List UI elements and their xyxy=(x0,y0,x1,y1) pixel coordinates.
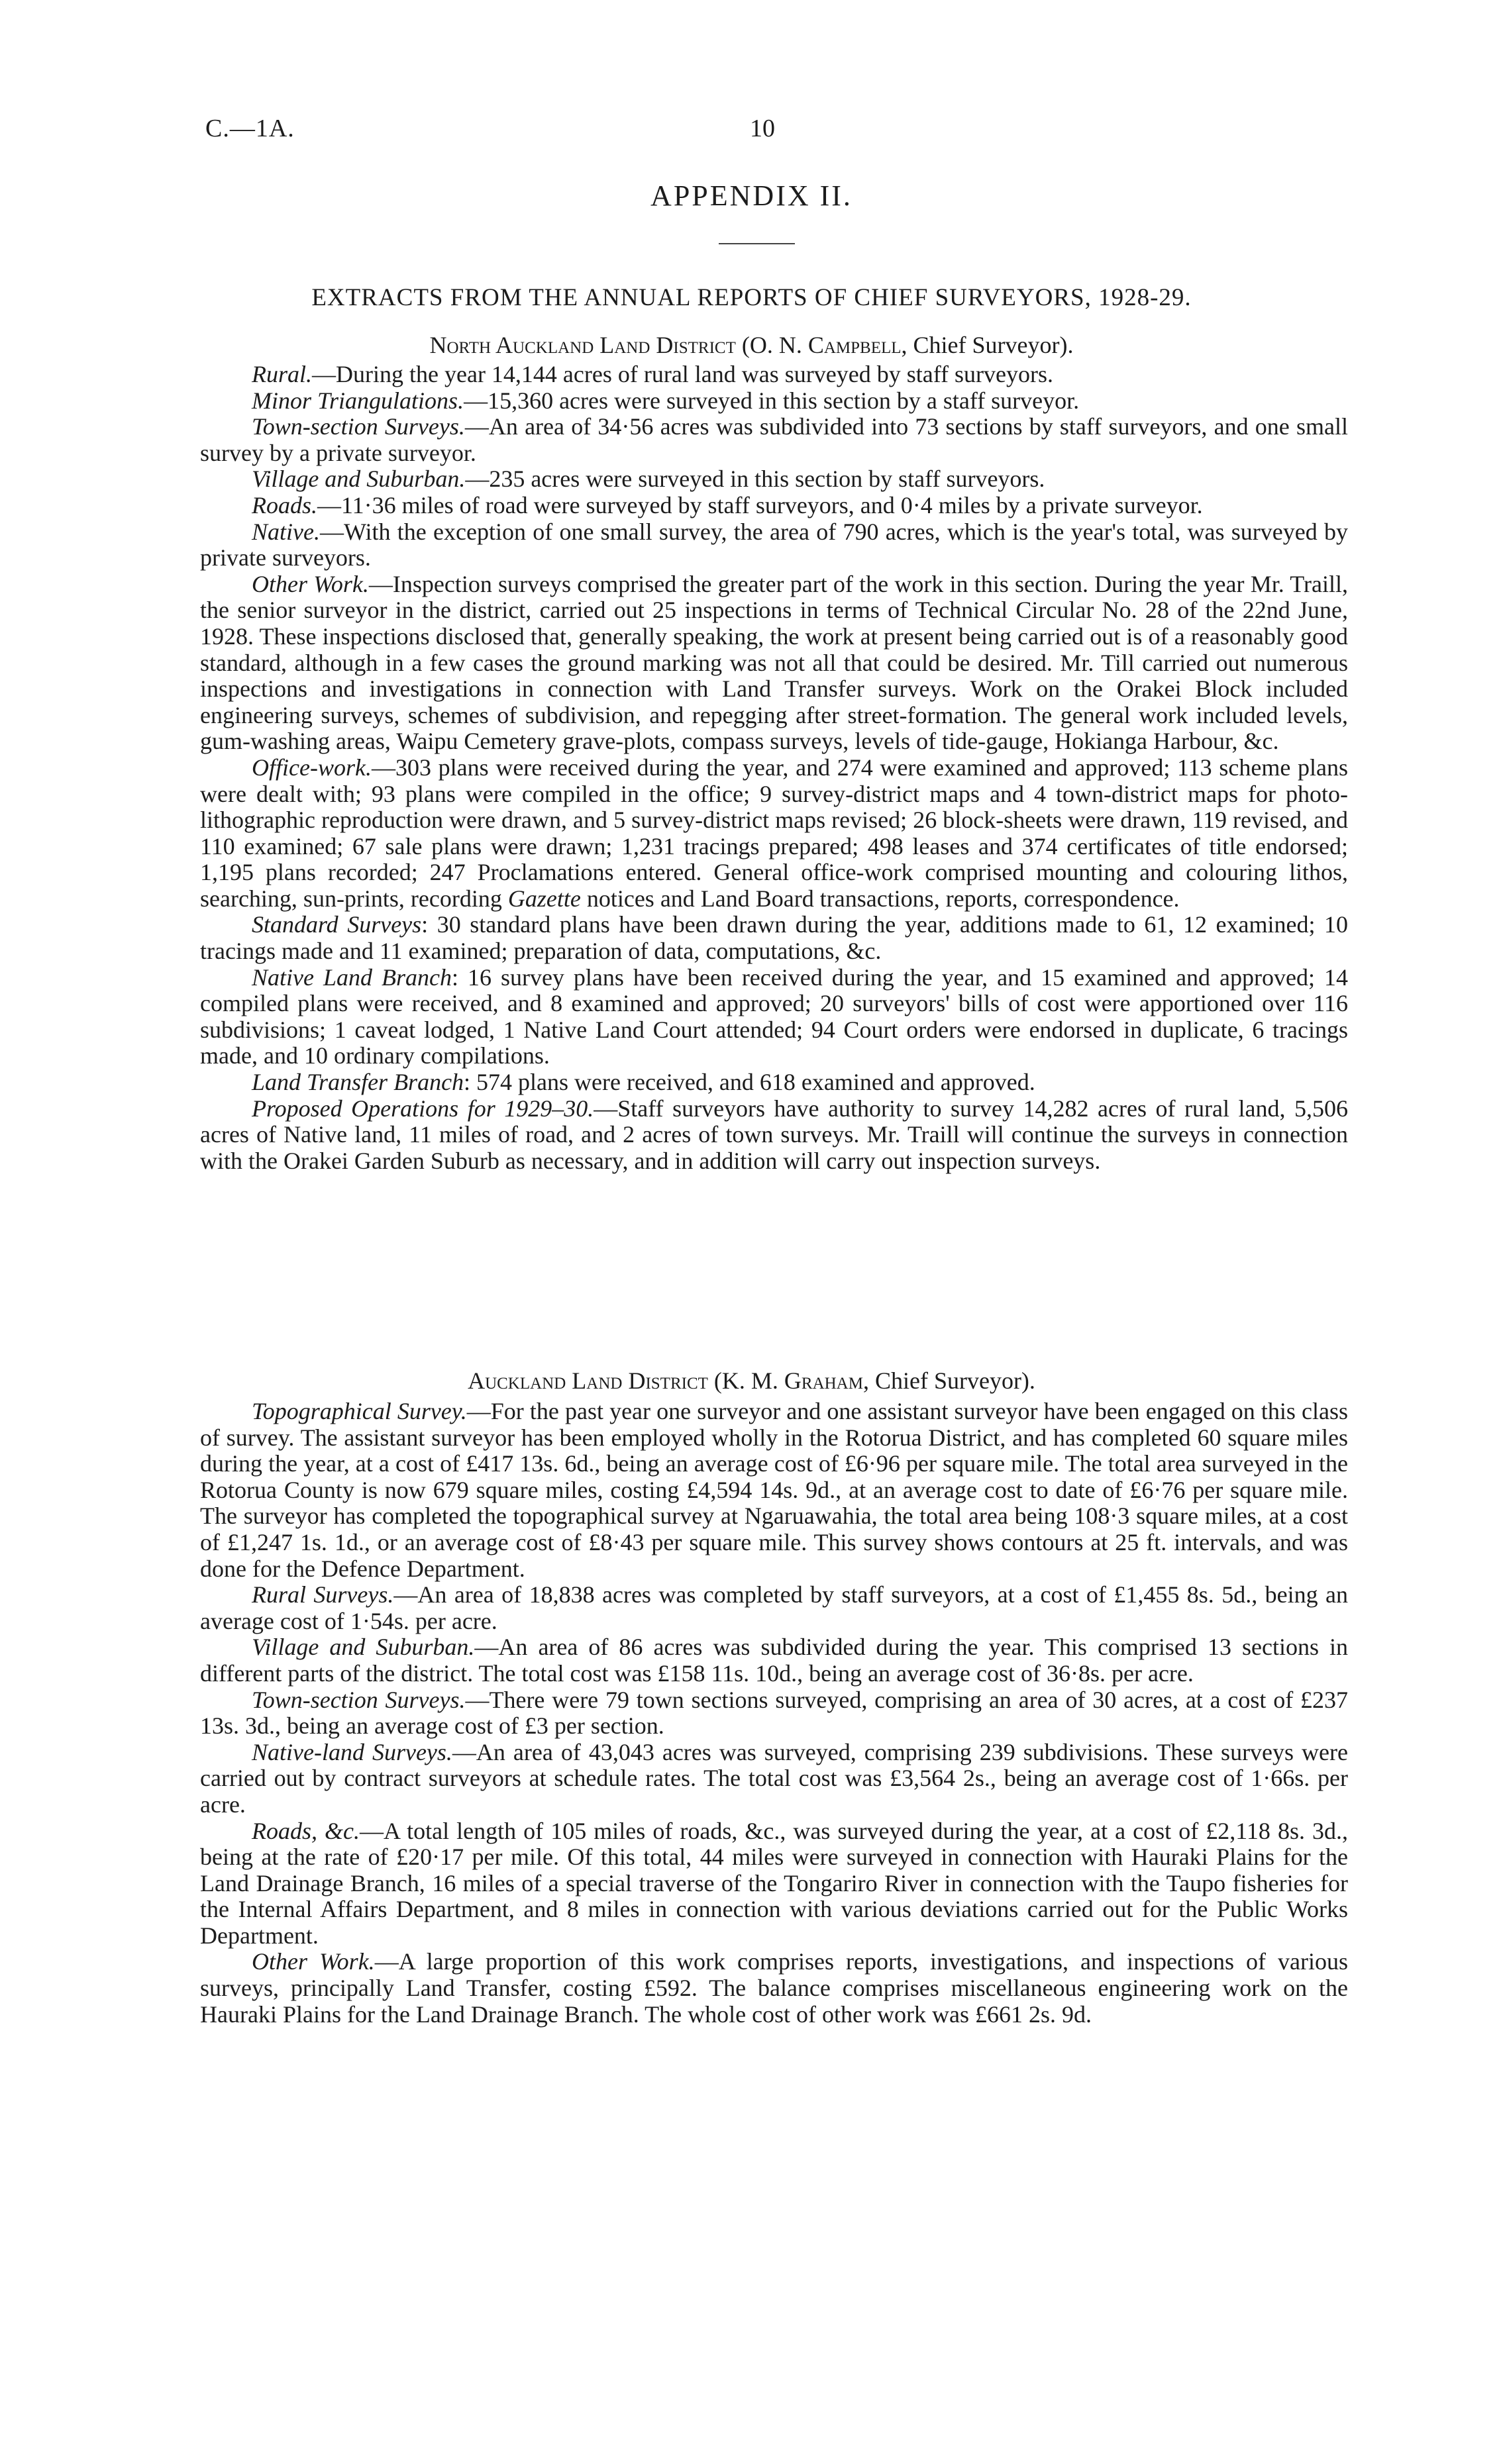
paragraph-text: —11·36 miles of road were surveyed by staff surveyors, and 0·4 miles by a private surveyor. xyxy=(317,491,1203,518)
document-reference: C.—1A. xyxy=(205,115,295,142)
paragraph-label: Roads, &c. xyxy=(252,1817,360,1844)
paragraph xyxy=(200,965,1348,1069)
section-auckland xyxy=(200,1399,1348,2028)
paragraph xyxy=(200,571,1348,755)
paragraph-text: —303 plans were received during the year, and 274 were examined and approved; 113 scheme plans were dealt with; 93 plans were compiled in the office; 9 survey-district maps and 4 town-district maps for photo-lithographic reproduction were drawn, and 5 survey-district maps revised; 26 block-sheets were drawn, 119 revised, and 110 examined; 67 sale plans were drawn; 1,231 tracings prepared; 498 leases and 374 certificates of title endorsed; 1,195 plans recorded; 247 Proclamations entered. General office-work comprised mounting and colouring lithos, searching, sun-prints, recording xyxy=(200,754,1348,912)
paragraph-text: notices and Land Board transactions, reports, correspondence. xyxy=(580,885,1180,912)
paragraph xyxy=(200,755,1348,912)
paragraph-label: Rural Surveys. xyxy=(252,1581,394,1608)
paragraph-label: Town-section Surveys. xyxy=(252,1686,466,1713)
paragraph-text: —There were 79 town sections surveyed, comprising an area of 30 acres, at a cost of £237 13s. 3d., being an average cost of £3 per section. xyxy=(200,1686,1348,1740)
paragraph xyxy=(200,1740,1348,1818)
paragraph xyxy=(200,1634,1348,1687)
paragraph xyxy=(200,1399,1348,1582)
paragraph xyxy=(200,1687,1348,1740)
paragraph xyxy=(200,912,1348,964)
paragraph xyxy=(200,493,1348,519)
section-heading-auckland xyxy=(0,1367,1503,1395)
paragraph-text: —A large proportion of this work comprises reports, investigations, and inspections of various surveys, principally Land Transfer, costing £592. The balance comprises miscellaneous engineering work on the Hauraki Plains for the Land Drainage Branch. The whole cost of other work was £661 2s. 9d. xyxy=(200,1948,1348,2028)
paragraph xyxy=(200,1949,1348,2028)
paragraph-text: —With the exception of one small survey, the area of 790 acres, which is the year's total, was surveyed by private surveyors. xyxy=(200,518,1348,571)
paragraph-text: : 574 plans were received, and 618 examined and approved. xyxy=(464,1069,1035,1096)
paragraph-label: Minor Triangulations. xyxy=(252,387,464,414)
paragraph-label: Village and Suburban. xyxy=(252,1634,475,1661)
paragraph-label: Town-section Surveys. xyxy=(252,413,465,440)
paragraph-label: Office-work. xyxy=(252,754,372,781)
paragraph xyxy=(200,519,1348,571)
paragraph-text: : 16 survey plans have been received during the year, and 15 examined and approved; 14 compiled plans were received, and 8 examined and approved; 20 surveyors' bills of cost were apportioned over 116 subdivisions; 1 caveat lodged, 1 Native Land Court attended; 94 Court orders were endorsed in duplicate, 6 tracings made, and 10 ordinary compilations. xyxy=(200,963,1348,1069)
officer-name: Graham xyxy=(784,1367,863,1394)
paragraph-label: Village and Suburban. xyxy=(252,466,466,493)
district-name: North Auckland Land District xyxy=(429,332,736,358)
title-rule xyxy=(719,243,795,244)
paragraph-text: —Staff surveyors have authority to survey 14,282 acres of rural land, 5,506 acres of Native land, 11 miles of road, and 2 acres of town surveys. Mr. Traill will continue the surveys in connection with the Orakei Garden Suburb as necessary, and in addition will carry out inspection surveys. xyxy=(200,1095,1348,1174)
paragraph-text: —235 acres were surveyed in this section by staff surveyors. xyxy=(465,466,1045,493)
officer-open: (K. M. xyxy=(707,1367,784,1394)
officer-name: Campbell xyxy=(807,332,902,358)
paragraph-text: —An area of 18,838 acres was completed by staff surveyors, at a cost of £1,455 8s. 5d., being an average cost of 1·54s. per acre. xyxy=(200,1581,1348,1634)
officer-close: , Chief Surveyor). xyxy=(901,332,1074,358)
section-heading-north-auckland xyxy=(0,331,1503,359)
paragraph-label: Native-land Surveys. xyxy=(252,1738,452,1765)
paragraph-text: —An area of 34·56 acres was subdivided into 73 sections by staff surveyors, and one small survey by a private surveyor. xyxy=(200,413,1348,466)
paragraph-label: Native. xyxy=(252,518,320,545)
paragraph-label: Standard Surveys xyxy=(252,911,422,938)
paragraph xyxy=(200,1096,1348,1175)
paragraph-label: Native Land Branch xyxy=(252,963,452,991)
paragraph-text: : 30 standard plans have been drawn during the year, additions made to 61, 12 examined; 10 tracings made and 11 examined; preparation of data, computations, &c. xyxy=(200,911,1348,965)
paragraph xyxy=(200,1069,1348,1096)
paragraph-text: —15,360 acres were surveyed in this section by a staff surveyor. xyxy=(464,387,1080,414)
paragraph-label: Other Work. xyxy=(252,1948,375,1975)
paragraph xyxy=(200,1818,1348,1949)
paragraph-label: Land Transfer Branch xyxy=(252,1069,464,1096)
paragraph-label: Other Work. xyxy=(252,570,369,597)
section-north-auckland xyxy=(200,362,1348,1174)
paragraph-text: —For the past year one surveyor and one assistant surveyor have been engaged on this class of survey. The assistant surveyor has been employed wholly in the Rotorua District, and has completed 60 square miles during the year, at a cost of £417 13s. 6d., being an average cost of £6·96 per square mile. The total area surveyed in the Rotorua County is now 679 square miles, costing £4,594 14s. 9d., at an average cost to date of £6·76 per square mile. The surveyor has completed the topographical survey at Ngaruawahia, the total area being 108·3 square miles, at a cost of £1,247 1s. 1d., or an average cost of £8·43 per square mile. This survey shows contours at 25 ft. intervals, and was done for the Defence Department. xyxy=(200,1398,1349,1582)
paragraph-text: —A total length of 105 miles of roads, &c., was surveyed during the year, at a cost of £2,118 8s. 3d., being at the rate of £20·17 per mile. Of this total, 44 miles were surveyed in connection with Hauraki Plains for the Land Drainage Branch, 16 miles of a special traverse of the Tongariro River in connection with the Taupo fisheries for the Internal Affairs Department, and 8 miles in connection with various deviations carried out for the Public Works Department. xyxy=(200,1817,1349,1949)
paragraph-label: Topographical Survey. xyxy=(252,1398,467,1424)
paragraph-text: —An area of 43,043 acres was surveyed, comprising 239 subdivisions. These surveys were carried out by contract surveyors at schedule rates. The total cost was £3,564 2s., being an average cost of 1·66s. per acre. xyxy=(200,1738,1348,1818)
paragraph-label: Rural. xyxy=(252,361,313,387)
district-name: Auckland Land District xyxy=(468,1367,708,1394)
paragraph xyxy=(200,388,1348,415)
paragraph-text: —An area of 86 acres was subdivided during the year. This comprised 13 sections in different parts of the district. The total cost was £158 11s. 10d., being an average cost of 36·8s. per acre. xyxy=(200,1634,1349,1687)
paragraph xyxy=(200,466,1348,493)
paragraph-label: Roads. xyxy=(252,491,317,518)
page-number: 10 xyxy=(750,115,775,142)
appendix-title: APPENDIX II. xyxy=(650,179,853,212)
paragraph xyxy=(200,414,1348,466)
paragraph-text: —During the year 14,144 acres of rural land was surveyed by staff surveyors. xyxy=(312,361,1054,387)
paragraph xyxy=(200,1582,1348,1634)
paragraph xyxy=(200,362,1348,388)
main-title: EXTRACTS FROM THE ANNUAL REPORTS OF CHIEF SURVEYORS, 1928-29. xyxy=(311,284,1192,311)
paragraph-label: Proposed Operations for 1929–30. xyxy=(252,1095,594,1122)
paragraph-text: —Inspection surveys comprised the greater part of the work in this section. During the year Mr. Traill, the senior surveyor in the district, carried out 25 inspections in terms of Technical Circular No. 28 of the 22nd June, 1928. These inspections disclosed that, generally speaking, the work at present being carried out is of a reasonably good standard, although in a few cases the ground marking was not all that could be desired. Mr. Till carried out numerous inspections and investigations in connection with Land Transfer surveys. Work on the Orakei Block included engineering surveys, schemes of subdivision, and repegging after street-formation. The general work included levels, gum-washing areas, Waipu Cemetery grave-plots, compass surveys, levels of tide-gauge, Hokianga Harbour, &c. xyxy=(200,570,1348,755)
paragraph-label-gazette: Gazette xyxy=(507,885,581,912)
officer-open: (O. N. xyxy=(735,332,808,358)
officer-close: , Chief Surveyor). xyxy=(862,1367,1035,1394)
